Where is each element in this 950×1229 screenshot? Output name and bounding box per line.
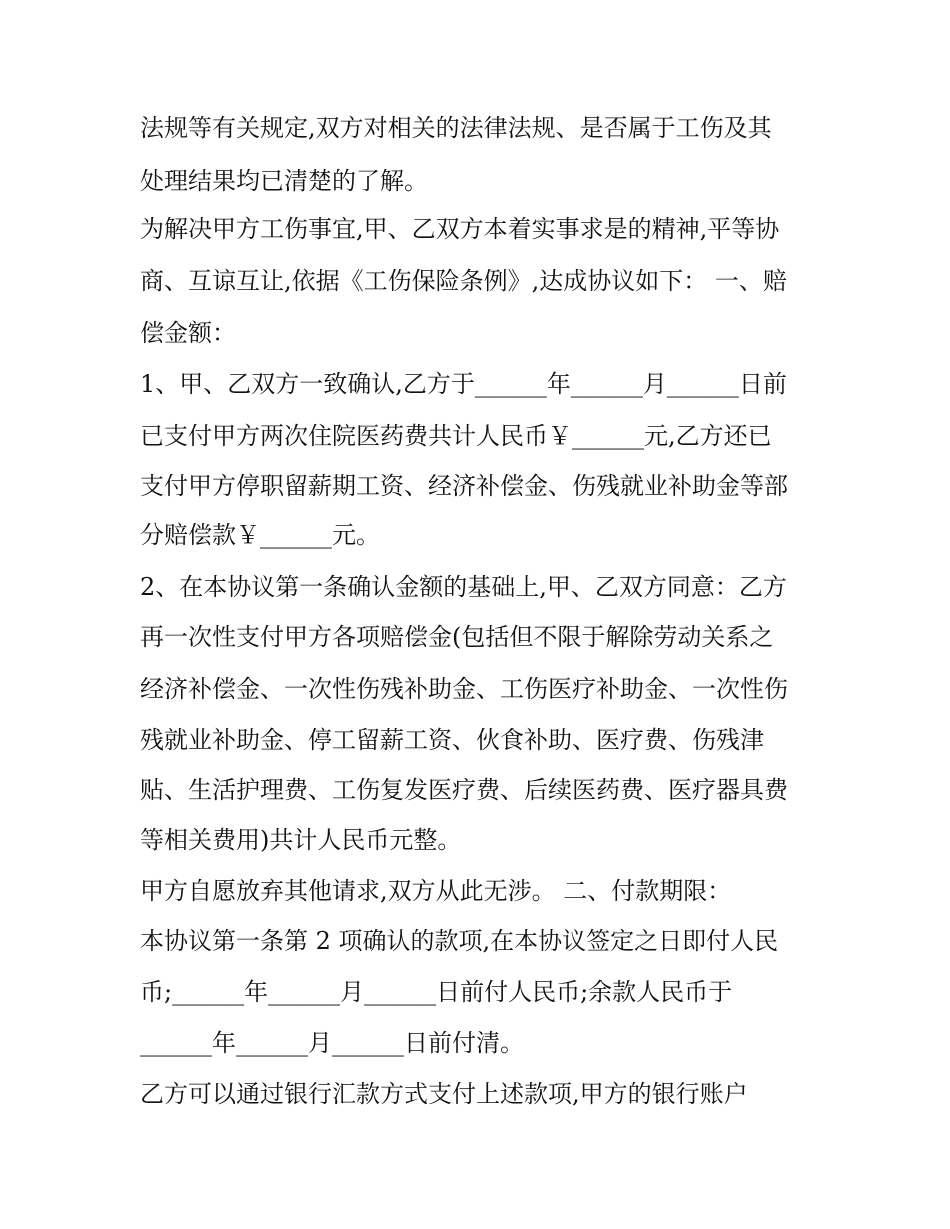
- text-line: 商、互谅互让,依据《工伤保险条例》,达成协议如下： 一、赔: [140, 267, 787, 295]
- text-line: 为解决甲方工伤事宜,甲、乙双方本着实事求是的精神,平等协: [140, 215, 780, 243]
- text-line: 已支付甲方两次住院医药费共计人民币￥______元,乙方还已: [140, 422, 772, 450]
- text-line: 贴、生活护理费、工伤复发医疗费、后续医药费、医疗器具费: [140, 776, 788, 804]
- text-line: 等相关费用)共计人民币元整。: [140, 826, 462, 854]
- text-line: 经济补偿金、一次性伤残补助金、工伤医疗补助金、一次性伤: [140, 675, 788, 703]
- text-line: 2、在本协议第一条确认金额的基础上,甲、乙双方同意：乙方: [140, 573, 787, 601]
- text-line: 处理结果均已清楚的了解。: [140, 167, 428, 195]
- text-line: 甲方自愿放弃其他请求,双方从此无涉。 二、付款期限：: [140, 877, 732, 905]
- text-line: 偿金额：: [140, 319, 236, 347]
- text-line: 本协议第一条第 2 项确认的款项,在本协议签定之日即付人民: [140, 927, 779, 955]
- text-line: 乙方可以通过银行汇款方式支付上述款项,甲方的银行账户: [140, 1080, 748, 1108]
- text-line: 法规等有关规定,双方对相关的法律法规、是否属于工伤及其: [140, 114, 772, 142]
- text-line: 币;______年______月______日前付人民币;余款人民币于: [140, 978, 733, 1006]
- text-line: ______年______月______日前付清。: [140, 1029, 524, 1057]
- text-line: 再一次性支付甲方各项赔偿金(包括但不限于解除劳动关系之: [140, 623, 774, 651]
- text-line: 1、甲、乙双方一致确认,乙方于______年______月______日前: [140, 370, 787, 398]
- text-line: 支付甲方停职留薪期工资、经济补偿金、伤残就业补助金等部: [140, 472, 788, 500]
- text-line: 残就业补助金、停工留薪工资、伙食补助、医疗费、伤残津: [140, 726, 764, 754]
- text-line: 分赔偿款￥______元。: [140, 521, 380, 549]
